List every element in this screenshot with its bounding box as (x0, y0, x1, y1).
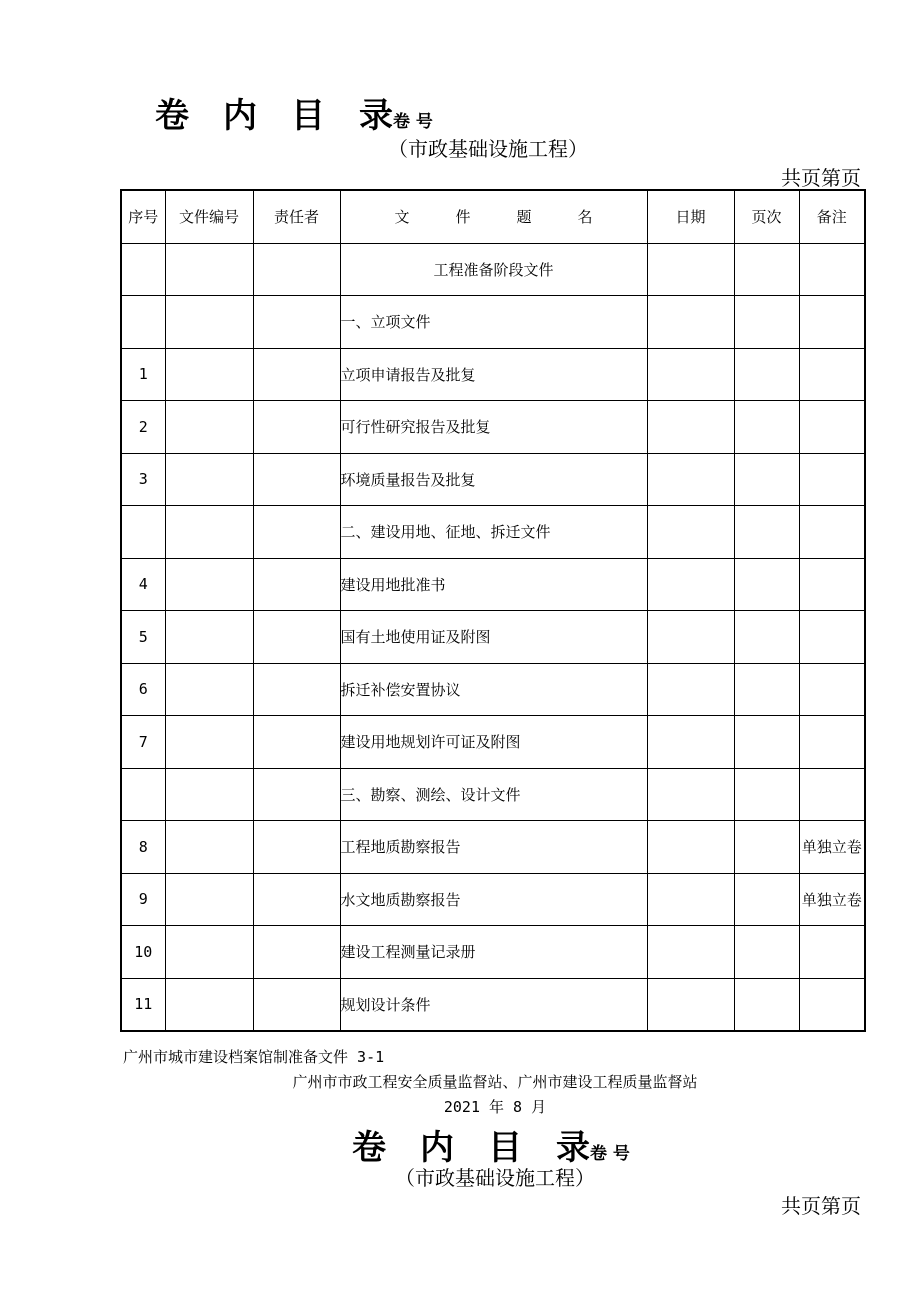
title-char: 卷 (155, 96, 189, 136)
cell-doc-no (165, 873, 253, 926)
cell-remark: 单独立卷 (799, 821, 865, 874)
col-header-owner: 责任者 (253, 190, 340, 243)
cell-owner (253, 611, 340, 664)
cell-doc-no (165, 453, 253, 506)
cell-page-no (734, 506, 799, 559)
cell-remark (799, 611, 865, 664)
cell-owner (253, 348, 340, 401)
cell-owner (253, 296, 340, 349)
cell-doc-no (165, 926, 253, 979)
cell-owner (253, 768, 340, 821)
cell-seq: 11 (121, 978, 165, 1031)
cell-title: 规划设计条件 (340, 978, 647, 1031)
cell-remark (799, 243, 865, 296)
cell-seq: 1 (121, 348, 165, 401)
cell-remark (799, 453, 865, 506)
cell-date (647, 401, 734, 454)
title-char: 卷 (352, 1128, 386, 1168)
cell-remark (799, 506, 865, 559)
cell-title: 拆迁补偿安置协议 (340, 663, 647, 716)
cell-title: 建设用地规划许可证及附图 (340, 716, 647, 769)
col-header-seq: 序号 (121, 190, 165, 243)
doc-reference: 广州市城市建设档案馆制准备文件 3-1 (123, 1048, 385, 1066)
cell-date (647, 926, 734, 979)
cell-date (647, 663, 734, 716)
cell-page-no (734, 768, 799, 821)
cell-seq: 7 (121, 716, 165, 769)
cell-doc-no (165, 821, 253, 874)
cell-owner (253, 821, 340, 874)
table-row (121, 663, 865, 716)
title-char: 内 (420, 1128, 454, 1168)
cell-title: 可行性研究报告及批复 (340, 401, 647, 454)
cell-doc-no (165, 663, 253, 716)
cell-page-no (734, 873, 799, 926)
cell-seq: 9 (121, 873, 165, 926)
cell-remark (799, 401, 865, 454)
table-row (121, 296, 865, 349)
cell-seq: 3 (121, 453, 165, 506)
page-count-label: 共页第页 (781, 166, 861, 190)
cell-page-no (734, 348, 799, 401)
cell-page-no (734, 821, 799, 874)
cell-seq (121, 296, 165, 349)
cell-remark (799, 558, 865, 611)
table-row (121, 716, 865, 769)
cell-seq (121, 506, 165, 559)
cell-remark (799, 926, 865, 979)
catalog-subtitle-2: （市政基础设施工程） (395, 1166, 595, 1190)
cell-owner (253, 663, 340, 716)
table-row (121, 243, 865, 296)
cell-seq (121, 243, 165, 296)
cell-seq: 6 (121, 663, 165, 716)
volume-number-label-2: 卷 号 (590, 1144, 630, 1164)
table-row (121, 821, 865, 874)
cell-remark (799, 663, 865, 716)
cell-title: 建设用地批准书 (340, 558, 647, 611)
cell-date (647, 768, 734, 821)
catalog-body (121, 243, 865, 1031)
cell-doc-no (165, 716, 253, 769)
cell-date (647, 453, 734, 506)
title-char: 内 (223, 96, 257, 136)
cell-date (647, 611, 734, 664)
table-row (121, 873, 865, 926)
cell-page-no (734, 243, 799, 296)
cell-title: 工程地质勘察报告 (340, 821, 647, 874)
cell-owner (253, 506, 340, 559)
table-row (121, 348, 865, 401)
cell-date (647, 716, 734, 769)
cell-remark (799, 348, 865, 401)
cell-remark (799, 978, 865, 1031)
col-header-title: 文 件 题 名 (340, 190, 647, 243)
table-header-row (121, 190, 865, 243)
cell-doc-no (165, 243, 253, 296)
title-char: 目 (488, 1128, 522, 1168)
col-header-remark: 备注 (799, 190, 865, 243)
cell-date (647, 506, 734, 559)
cell-owner (253, 873, 340, 926)
cell-seq: 10 (121, 926, 165, 979)
cell-title: 水文地质勘察报告 (340, 873, 647, 926)
table-row (121, 558, 865, 611)
cell-title: 三、勘察、测绘、设计文件 (340, 768, 647, 821)
cell-remark: 单独立卷 (799, 873, 865, 926)
cell-owner (253, 243, 340, 296)
cell-doc-no (165, 558, 253, 611)
cell-title: 建设工程测量记录册 (340, 926, 647, 979)
cell-date (647, 348, 734, 401)
cell-owner (253, 716, 340, 769)
cell-page-no (734, 663, 799, 716)
cell-page-no (734, 296, 799, 349)
table-row (121, 453, 865, 506)
cell-owner (253, 926, 340, 979)
issue-date: 2021 年 8 月 (443, 1098, 547, 1116)
title-char: 录 (556, 1128, 590, 1168)
title-char: 录 (359, 96, 393, 136)
issuer-line: 广州市市政工程安全质量监督站、广州市建设工程质量监督站 (292, 1073, 698, 1091)
cell-date (647, 558, 734, 611)
catalog-table (120, 189, 866, 1032)
col-header-page-no: 页次 (734, 190, 799, 243)
cell-page-no (734, 558, 799, 611)
cell-title: 立项申请报告及批复 (340, 348, 647, 401)
cell-seq: 8 (121, 821, 165, 874)
cell-title: 工程准备阶段文件 (340, 243, 647, 296)
cell-doc-no (165, 768, 253, 821)
cell-page-no (734, 401, 799, 454)
cell-title: 二、建设用地、征地、拆迁文件 (340, 506, 647, 559)
cell-page-no (734, 926, 799, 979)
volume-number-label: 卷 号 (393, 112, 433, 132)
cell-owner (253, 453, 340, 506)
cell-owner (253, 558, 340, 611)
table-row (121, 978, 865, 1031)
cell-date (647, 978, 734, 1031)
cell-title: 环境质量报告及批复 (340, 453, 647, 506)
cell-page-no (734, 978, 799, 1031)
cell-date (647, 296, 734, 349)
cell-owner (253, 978, 340, 1031)
cell-doc-no (165, 506, 253, 559)
cell-page-no (734, 716, 799, 769)
cell-remark (799, 768, 865, 821)
cell-date (647, 821, 734, 874)
cell-date (647, 873, 734, 926)
table-row (121, 926, 865, 979)
cell-seq: 5 (121, 611, 165, 664)
title-char: 目 (291, 96, 325, 136)
catalog-subtitle: （市政基础设施工程） (388, 137, 588, 161)
page-count-label-2: 共页第页 (781, 1194, 861, 1218)
cell-doc-no (165, 296, 253, 349)
table-row (121, 506, 865, 559)
col-header-doc-no: 文件编号 (165, 190, 253, 243)
table-row (121, 768, 865, 821)
cell-owner (253, 401, 340, 454)
cell-date (647, 243, 734, 296)
col-header-date: 日期 (647, 190, 734, 243)
cell-seq: 2 (121, 401, 165, 454)
cell-seq (121, 768, 165, 821)
cell-remark (799, 296, 865, 349)
cell-doc-no (165, 348, 253, 401)
cell-title: 一、立项文件 (340, 296, 647, 349)
catalog-title (155, 88, 433, 137)
table-row (121, 401, 865, 454)
cell-page-no (734, 453, 799, 506)
cell-doc-no (165, 401, 253, 454)
cell-remark (799, 716, 865, 769)
cell-seq: 4 (121, 558, 165, 611)
cell-page-no (734, 611, 799, 664)
table-row (121, 611, 865, 664)
cell-doc-no (165, 978, 253, 1031)
cell-title: 国有土地使用证及附图 (340, 611, 647, 664)
cell-doc-no (165, 611, 253, 664)
